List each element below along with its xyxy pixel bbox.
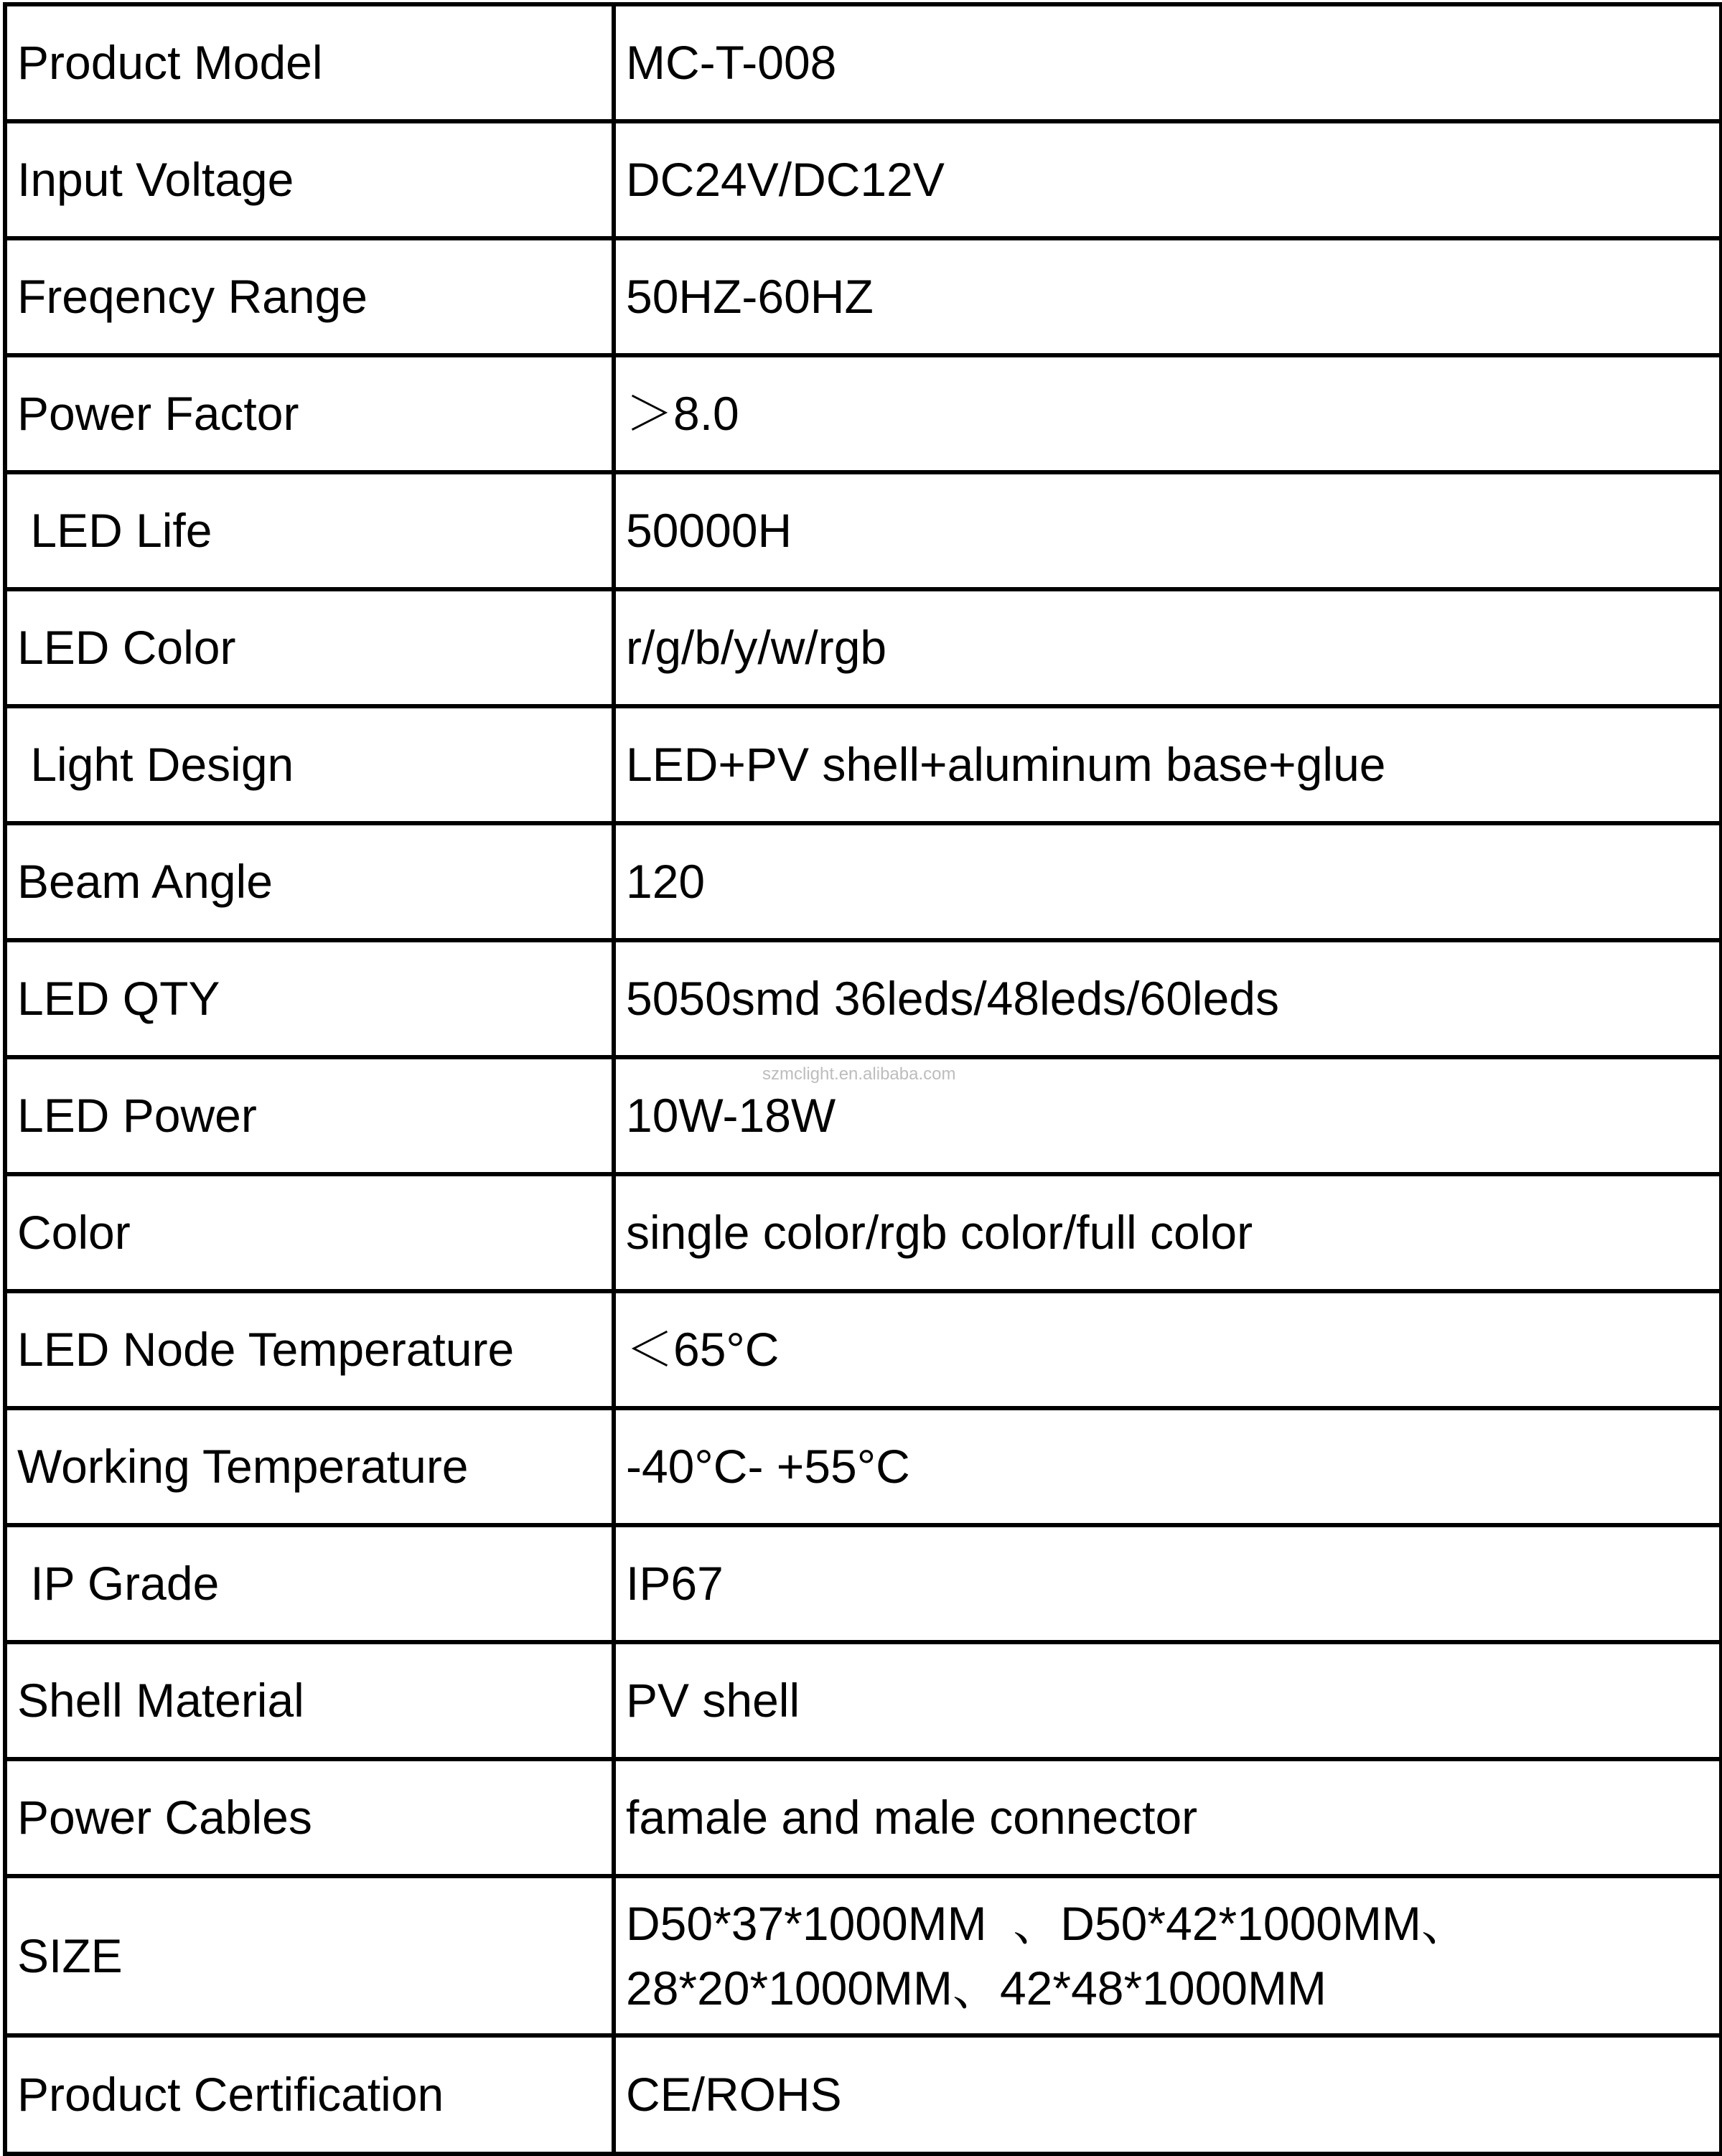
spec-label: Working Temperature [5,1408,614,1525]
spec-row [5,706,1721,823]
spec-value: -40°C- +55°C [614,1408,1721,1525]
spec-value: single color/rgb color/full color [614,1174,1721,1291]
spec-row [5,1291,1721,1408]
spec-value: 10W-18W [614,1057,1721,1174]
spec-row [5,472,1721,589]
spec-value: DC24V/DC12V [614,121,1721,238]
spec-value: MC-T-008 [614,4,1721,121]
spec-label: Power Factor [5,355,614,472]
spec-label: LED Power [5,1057,614,1174]
spec-row [5,1174,1721,1291]
spec-value: 50HZ-60HZ [614,238,1721,355]
spec-value: r/g/b/y/w/rgb [614,589,1721,706]
spec-label: Beam Angle [5,823,614,940]
spec-value: PV shell [614,1642,1721,1759]
spec-value: ＞8.0 [614,355,1721,472]
spec-label: LED QTY [5,940,614,1057]
spec-value: 50000H [614,472,1721,589]
spec-label: LED Life [5,472,614,589]
spec-label: SIZE [5,1876,614,2035]
spec-label: Power Cables [5,1759,614,1876]
spec-label: Input Voltage [5,121,614,238]
spec-row [5,121,1721,238]
spec-row [5,1642,1721,1759]
spec-label: Product Certification [5,2035,614,2154]
spec-row [5,1408,1721,1525]
spec-value: 120 [614,823,1721,940]
spec-row [5,4,1721,121]
spec-value: D50*37*1000MM 、D50*42*1000MM、 28*20*1000MM、42*48*1000MM [614,1876,1721,2035]
spec-label: Color [5,1174,614,1291]
spec-value: IP67 [614,1525,1721,1642]
spec-value: ＜65°C [614,1291,1721,1408]
spec-row [5,1759,1721,1876]
watermark: szmclight.en.alibaba.com [762,1064,956,1084]
spec-row [5,589,1721,706]
spec-row [5,355,1721,472]
spec-value: CE/ROHS [614,2035,1721,2154]
spec-label: Product Model [5,4,614,121]
spec-label: Light Design [5,706,614,823]
spec-row [5,823,1721,940]
spec-label: Freqency Range [5,238,614,355]
spec-label: LED Color [5,589,614,706]
spec-row [5,2035,1721,2154]
spec-value: LED+PV shell+aluminum base+glue [614,706,1721,823]
spec-value: famale and male connector [614,1759,1721,1876]
spec-row [5,1876,1721,2035]
spec-label: IP Grade [5,1525,614,1642]
spec-value: 5050smd 36leds/48leds/60leds [614,940,1721,1057]
spec-row [5,1525,1721,1642]
spec-label: LED Node Temperature [5,1291,614,1408]
spec-row [5,238,1721,355]
spec-label: Shell Material [5,1642,614,1759]
spec-row [5,940,1721,1057]
